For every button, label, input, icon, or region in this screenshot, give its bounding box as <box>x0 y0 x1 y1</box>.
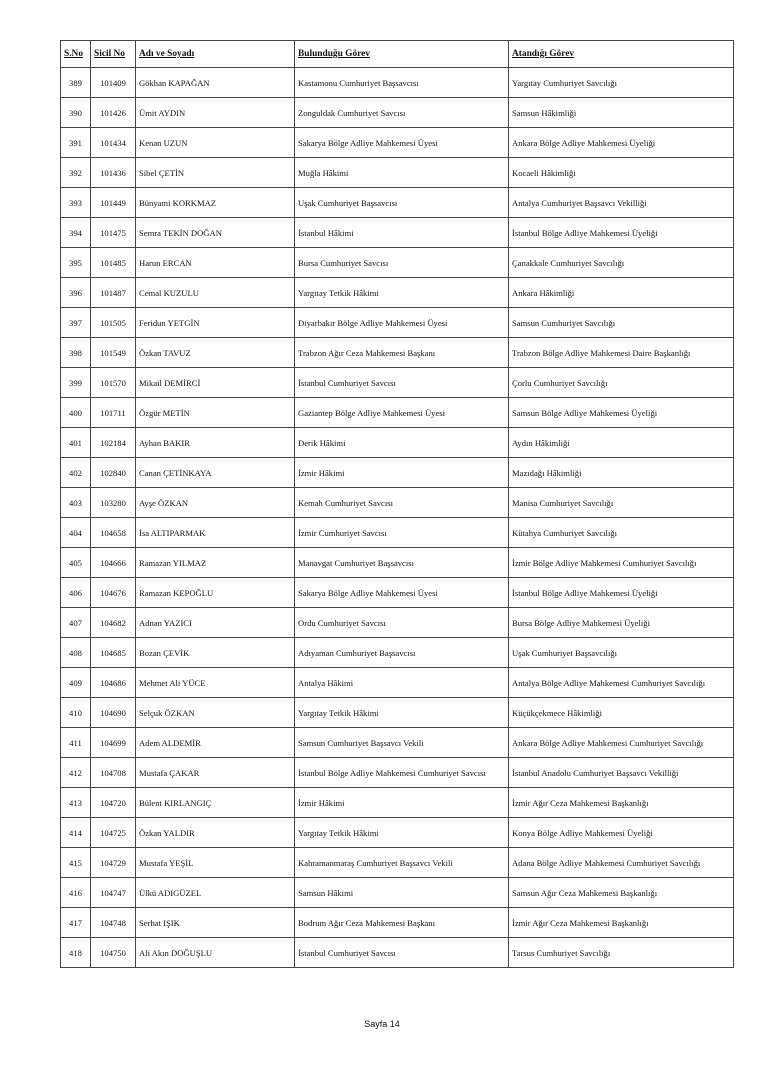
cell-name: Feridun YETGİN <box>136 308 295 338</box>
cell-appointed-position: Küçükçekmece Hâkimliği <box>509 698 734 728</box>
cell-sicil-no: 101505 <box>91 308 136 338</box>
cell-sicil-no: 104708 <box>91 758 136 788</box>
cell-name: Gökhan KAPAĞAN <box>136 68 295 98</box>
cell-current-position: Kastamonu Cumhuriyet Başsavcısı <box>295 68 509 98</box>
cell-sno: 392 <box>61 158 91 188</box>
cell-current-position: İzmir Cumhuriyet Savcısı <box>295 518 509 548</box>
cell-name: Mikail DEMİRCİ <box>136 368 295 398</box>
cell-sno: 394 <box>61 218 91 248</box>
table-row <box>61 68 734 98</box>
cell-sicil-no: 101434 <box>91 128 136 158</box>
table-row <box>61 278 734 308</box>
cell-current-position: Muğla Hâkimi <box>295 158 509 188</box>
cell-sno: 414 <box>61 818 91 848</box>
cell-current-position: Ordu Cumhuriyet Savcısı <box>295 608 509 638</box>
cell-appointed-position: Aydın Hâkimliği <box>509 428 734 458</box>
cell-sicil-no: 101475 <box>91 218 136 248</box>
cell-sicil-no: 104690 <box>91 698 136 728</box>
table-row <box>61 158 734 188</box>
cell-name: Özgür METİN <box>136 398 295 428</box>
cell-sno: 390 <box>61 98 91 128</box>
cell-name: Mustafa YEŞİL <box>136 848 295 878</box>
cell-name: Semra TEKİN DOĞAN <box>136 218 295 248</box>
page-number: Sayfa 14 <box>364 1019 400 1029</box>
cell-sicil-no: 101485 <box>91 248 136 278</box>
cell-appointed-position: Trabzon Bölge Adliye Mahkemesi Daire Başkanlığı <box>509 338 734 368</box>
cell-sno: 415 <box>61 848 91 878</box>
table-row <box>61 398 734 428</box>
table-row <box>61 458 734 488</box>
cell-appointed-position: Mazıdağı Hâkimliği <box>509 458 734 488</box>
cell-name: Ümit AYDIN <box>136 98 295 128</box>
cell-name: Serhat IŞIK <box>136 908 295 938</box>
cell-name: Ali Akın DOĞUŞLU <box>136 938 295 968</box>
cell-name: Mustafa ÇAKAR <box>136 758 295 788</box>
cell-current-position: Yargıtay Tetkik Hâkimi <box>295 278 509 308</box>
cell-name: Ayhan BAKIR <box>136 428 295 458</box>
cell-sicil-no: 101711 <box>91 398 136 428</box>
cell-current-position: Uşak Cumhuriyet Başsavcısı <box>295 188 509 218</box>
cell-sno: 406 <box>61 578 91 608</box>
appointments-table <box>60 40 734 968</box>
cell-appointed-position: Samsun Bölge Adliye Mahkemesi Üyeliği <box>509 398 734 428</box>
cell-sno: 411 <box>61 728 91 758</box>
cell-name: Özkan TAVUZ <box>136 338 295 368</box>
cell-appointed-position: Adana Bölge Adliye Mahkemesi Cumhuriyet Savcılığı <box>509 848 734 878</box>
cell-appointed-position: İstanbul Anadolu Cumhuriyet Başsavcı Vekilliği <box>509 758 734 788</box>
cell-appointed-position: İstanbul Bölge Adliye Mahkemesi Üyeliği <box>509 578 734 608</box>
table-row <box>61 698 734 728</box>
cell-name: İsa ALTIPARMAK <box>136 518 295 548</box>
table-row <box>61 728 734 758</box>
cell-name: Ramazan YILMAZ <box>136 548 295 578</box>
cell-sicil-no: 104748 <box>91 908 136 938</box>
cell-sicil-no: 101570 <box>91 368 136 398</box>
cell-name: Cemal KUZULU <box>136 278 295 308</box>
cell-sno: 404 <box>61 518 91 548</box>
cell-current-position: Trabzon Ağır Ceza Mahkemesi Başkanı <box>295 338 509 368</box>
table-header-row <box>61 41 734 68</box>
cell-sno: 400 <box>61 398 91 428</box>
cell-sno: 389 <box>61 68 91 98</box>
cell-current-position: Diyarbakır Bölge Adliye Mahkemesi Üyesi <box>295 308 509 338</box>
table-row <box>61 548 734 578</box>
table-row <box>61 428 734 458</box>
table-row <box>61 818 734 848</box>
cell-appointed-position: Ankara Bölge Adliye Mahkemesi Cumhuriyet Savcılığı <box>509 728 734 758</box>
cell-name: Ayşe ÖZKAN <box>136 488 295 518</box>
cell-sicil-no: 102184 <box>91 428 136 458</box>
cell-name: Bülent KIRLANGIÇ <box>136 788 295 818</box>
header-sno: S.No <box>61 41 91 68</box>
cell-sno: 417 <box>61 908 91 938</box>
cell-current-position: Antalya Hâkimi <box>295 668 509 698</box>
cell-appointed-position: İzmir Bölge Adliye Mahkemesi Cumhuriyet Savcılığı <box>509 548 734 578</box>
table-row <box>61 878 734 908</box>
cell-sicil-no: 104747 <box>91 878 136 908</box>
cell-name: Harun ERCAN <box>136 248 295 278</box>
cell-appointed-position: Bursa Bölge Adliye Mahkemesi Üyeliği <box>509 608 734 638</box>
cell-sno: 393 <box>61 188 91 218</box>
cell-sno: 405 <box>61 548 91 578</box>
cell-sicil-no: 101409 <box>91 68 136 98</box>
cell-sno: 391 <box>61 128 91 158</box>
cell-appointed-position: İzmir Ağır Ceza Mahkemesi Başkanlığı <box>509 788 734 818</box>
header-sicil-no: Sicil No <box>91 41 136 68</box>
cell-name: Özkan YALDIR <box>136 818 295 848</box>
cell-sicil-no: 102840 <box>91 458 136 488</box>
cell-sicil-no: 104676 <box>91 578 136 608</box>
cell-name: Adnan YAZICI <box>136 608 295 638</box>
cell-sicil-no: 101549 <box>91 338 136 368</box>
cell-appointed-position: Manisa Cumhuriyet Savcılığı <box>509 488 734 518</box>
table-row <box>61 668 734 698</box>
cell-appointed-position: İzmir Ağır Ceza Mahkemesi Başkanlığı <box>509 908 734 938</box>
cell-current-position: Yargıtay Tetkik Hâkimi <box>295 818 509 848</box>
cell-sno: 416 <box>61 878 91 908</box>
cell-sicil-no: 104685 <box>91 638 136 668</box>
cell-appointed-position: Ankara Bölge Adliye Mahkemesi Üyeliği <box>509 128 734 158</box>
cell-current-position: Kahramanmaraş Cumhuriyet Başsavcı Vekili <box>295 848 509 878</box>
cell-current-position: Bursa Cumhuriyet Savcısı <box>295 248 509 278</box>
cell-sicil-no: 104729 <box>91 848 136 878</box>
cell-sno: 412 <box>61 758 91 788</box>
cell-current-position: Gaziantep Bölge Adliye Mahkemesi Üyesi <box>295 398 509 428</box>
cell-sicil-no: 104720 <box>91 788 136 818</box>
cell-sicil-no: 104658 <box>91 518 136 548</box>
cell-sicil-no: 104750 <box>91 938 136 968</box>
table-row <box>61 488 734 518</box>
cell-appointed-position: Uşak Cumhuriyet Başsavcılığı <box>509 638 734 668</box>
cell-sno: 401 <box>61 428 91 458</box>
cell-sno: 408 <box>61 638 91 668</box>
table-row <box>61 788 734 818</box>
cell-sno: 397 <box>61 308 91 338</box>
cell-appointed-position: Samsun Hâkimliği <box>509 98 734 128</box>
table-row <box>61 338 734 368</box>
cell-appointed-position: Samsun Cumhuriyet Savcılığı <box>509 308 734 338</box>
cell-name: Ülkü ADIGÜZEL <box>136 878 295 908</box>
cell-appointed-position: Samsun Ağır Ceza Mahkemesi Başkanlığı <box>509 878 734 908</box>
cell-sno: 396 <box>61 278 91 308</box>
cell-current-position: Bodrum Ağır Ceza Mahkemesi Başkanı <box>295 908 509 938</box>
cell-appointed-position: Ankara Hâkimliği <box>509 278 734 308</box>
header-name: Adı ve Soyadı <box>136 41 295 68</box>
table-row <box>61 638 734 668</box>
cell-current-position: Sakarya Bölge Adliye Mahkemesi Üyesi <box>295 578 509 608</box>
cell-name: Ramazan KEPOĞLU <box>136 578 295 608</box>
cell-appointed-position: İstanbul Bölge Adliye Mahkemesi Üyeliği <box>509 218 734 248</box>
cell-sno: 410 <box>61 698 91 728</box>
cell-name: Kenan UZUN <box>136 128 295 158</box>
cell-sicil-no: 104699 <box>91 728 136 758</box>
cell-name: Adem ALDEMİR <box>136 728 295 758</box>
cell-sno: 418 <box>61 938 91 968</box>
table-row <box>61 248 734 278</box>
cell-sno: 409 <box>61 668 91 698</box>
cell-sicil-no: 101487 <box>91 278 136 308</box>
cell-current-position: Samsun Hâkimi <box>295 878 509 908</box>
table-row <box>61 368 734 398</box>
table-row <box>61 848 734 878</box>
cell-appointed-position: Kocaeli Hâkimliği <box>509 158 734 188</box>
cell-sicil-no: 104725 <box>91 818 136 848</box>
cell-current-position: Samsun Cumhuriyet Başsavcı Vekili <box>295 728 509 758</box>
table-row <box>61 518 734 548</box>
cell-name: Selçuk ÖZKAN <box>136 698 295 728</box>
table-row <box>61 308 734 338</box>
cell-name: Sibel ÇETİN <box>136 158 295 188</box>
table-row <box>61 608 734 638</box>
table-row <box>61 128 734 158</box>
cell-current-position: Yargıtay Tetkik Hâkimi <box>295 698 509 728</box>
cell-current-position: Derik Hâkimi <box>295 428 509 458</box>
cell-current-position: İstanbul Bölge Adliye Mahkemesi Cumhuriyet Savcısı <box>295 758 509 788</box>
cell-current-position: Zonguldak Cumhuriyet Savcısı <box>295 98 509 128</box>
cell-sicil-no: 101436 <box>91 158 136 188</box>
cell-appointed-position: Antalya Cumhuriyet Başsavcı Vekilliği <box>509 188 734 218</box>
cell-sicil-no: 101449 <box>91 188 136 218</box>
cell-appointed-position: Çanakkale Cumhuriyet Savcılığı <box>509 248 734 278</box>
cell-current-position: Kemah Cumhuriyet Savcısı <box>295 488 509 518</box>
cell-current-position: İstanbul Cumhuriyet Savcısı <box>295 368 509 398</box>
cell-appointed-position: Tarsus Cumhuriyet Savcılığı <box>509 938 734 968</box>
header-current-position: Bulunduğu Görev <box>295 41 509 68</box>
cell-sno: 398 <box>61 338 91 368</box>
table-row <box>61 908 734 938</box>
cell-current-position: İzmir Hâkimi <box>295 788 509 818</box>
cell-appointed-position: Yargıtay Cumhuriyet Savcılığı <box>509 68 734 98</box>
cell-sno: 403 <box>61 488 91 518</box>
cell-sicil-no: 104686 <box>91 668 136 698</box>
cell-current-position: Manavgat Cumhuriyet Başsavcısı <box>295 548 509 578</box>
cell-current-position: İstanbul Cumhuriyet Savcısı <box>295 938 509 968</box>
cell-name: Bozan ÇEVİK <box>136 638 295 668</box>
table-body <box>61 68 734 968</box>
cell-current-position: Adıyaman Cumhuriyet Başsavcısı <box>295 638 509 668</box>
cell-current-position: Sakarya Bölge Adliye Mahkemesi Üyesi <box>295 128 509 158</box>
table-row <box>61 188 734 218</box>
cell-sicil-no: 101426 <box>91 98 136 128</box>
table-row <box>61 938 734 968</box>
cell-sicil-no: 104682 <box>91 608 136 638</box>
cell-current-position: İzmir Hâkimi <box>295 458 509 488</box>
cell-name: Canan ÇETİNKAYA <box>136 458 295 488</box>
cell-appointed-position: Çorlu Cumhuriyet Savcılığı <box>509 368 734 398</box>
cell-sno: 407 <box>61 608 91 638</box>
cell-sno: 399 <box>61 368 91 398</box>
cell-sicil-no: 103280 <box>91 488 136 518</box>
table-row <box>61 578 734 608</box>
header-appointed-position: Atandığı Görev <box>509 41 734 68</box>
cell-sno: 413 <box>61 788 91 818</box>
cell-sno: 402 <box>61 458 91 488</box>
cell-name: Mehmet Ali YÜCE <box>136 668 295 698</box>
table-row <box>61 758 734 788</box>
cell-name: Bünyami KORKMAZ <box>136 188 295 218</box>
cell-appointed-position: Kütahya Cumhuriyet Savcılığı <box>509 518 734 548</box>
table-row <box>61 218 734 248</box>
cell-sno: 395 <box>61 248 91 278</box>
table-row <box>61 98 734 128</box>
cell-appointed-position: Konya Bölge Adliye Mahkemesi Üyeliği <box>509 818 734 848</box>
cell-current-position: İstanbul Hâkimi <box>295 218 509 248</box>
cell-appointed-position: Antalya Bölge Adliye Mahkemesi Cumhuriyet Savcılığı <box>509 668 734 698</box>
cell-sicil-no: 104666 <box>91 548 136 578</box>
